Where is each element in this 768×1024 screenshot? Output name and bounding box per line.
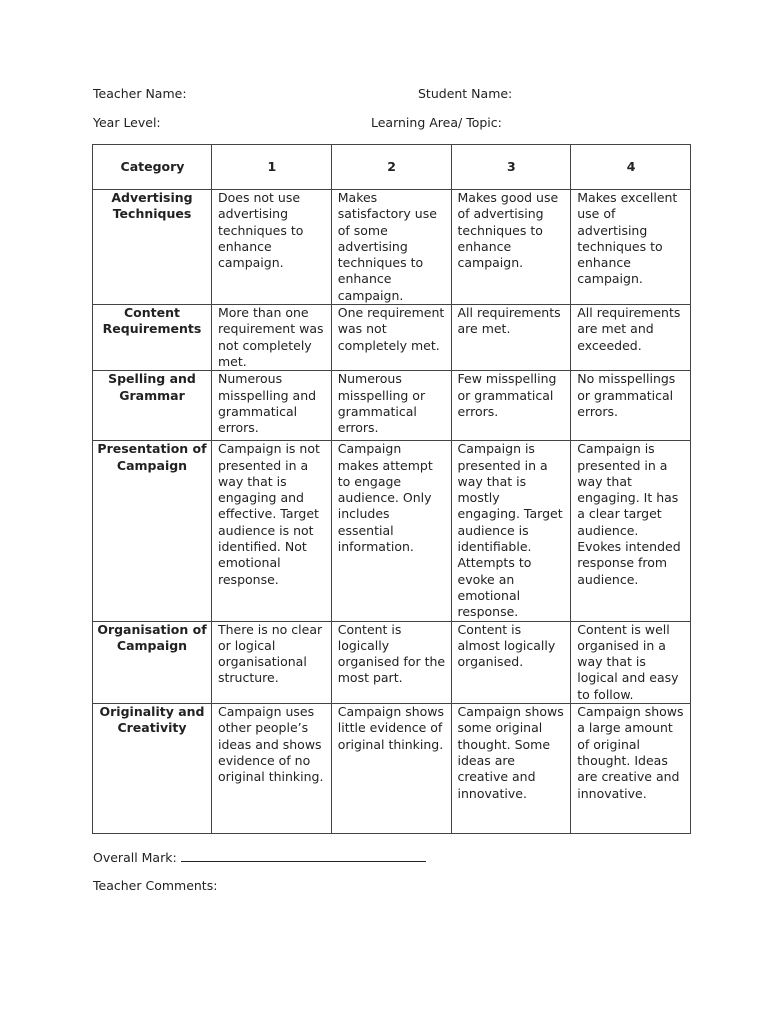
criterion-cell: Campaign is presented in a way that engaging. It has a clear target audience. Evokes intended response from audience.: [571, 441, 691, 621]
rubric-row-spelling-grammar: [93, 371, 691, 441]
criterion-cell: All requirements are met.: [451, 305, 571, 371]
column-header-score-2: 2: [331, 145, 451, 190]
category-cell: Originality and Creativity: [93, 704, 212, 834]
category-cell: Spelling and Grammar: [93, 371, 212, 441]
criterion-cell: Campaign is presented in a way that is mostly engaging. Target audience is identifiable. Attempts to evoke an emotional response.: [451, 441, 571, 621]
criterion-cell: No misspellings or grammatical errors.: [571, 371, 691, 441]
column-header-category: Category: [93, 145, 212, 190]
rubric-header-row: [93, 145, 691, 190]
column-header-score-3: 3: [451, 145, 571, 190]
rubric-row-originality: [93, 704, 691, 834]
student-name-label: Student Name:: [418, 86, 513, 101]
overall-mark-line[interactable]: [181, 849, 426, 862]
overall-mark-row: [93, 849, 426, 866]
criterion-cell: Content is almost logically organised.: [451, 621, 571, 703]
column-header-score-4: 4: [571, 145, 691, 190]
criterion-cell: Campaign shows some original thought. Some ideas are creative and innovative.: [451, 704, 571, 834]
teacher-comments-label: Teacher Comments:: [93, 878, 218, 893]
criterion-cell: One requirement was not completely met.: [331, 305, 451, 371]
criterion-cell: All requirements are met and exceeded.: [571, 305, 691, 371]
criterion-cell: There is no clear or logical organisational structure.: [212, 621, 332, 703]
learning-area-label: Learning Area/ Topic:: [371, 115, 502, 130]
rubric-row-advertising-techniques: [93, 190, 691, 305]
criterion-cell: Content is logically organised for the most part.: [331, 621, 451, 703]
criterion-cell: Campaign shows little evidence of original thinking.: [331, 704, 451, 834]
rubric-row-organisation: [93, 621, 691, 703]
year-level-label: Year Level:: [93, 115, 161, 130]
overall-mark-label: Overall Mark:: [93, 850, 177, 865]
criterion-cell: Makes satisfactory use of some advertising techniques to enhance campaign.: [331, 190, 451, 305]
criterion-cell: Campaign is not presented in a way that is engaging and effective. Target audience is not identified. Not emotional response.: [212, 441, 332, 621]
rubric-table: [92, 144, 691, 834]
criterion-cell: Numerous misspelling or grammatical errors.: [331, 371, 451, 441]
category-cell: Advertising Techniques: [93, 190, 212, 305]
criterion-cell: Campaign shows a large amount of original thought. Ideas are creative and innovative.: [571, 704, 691, 834]
criterion-cell: Does not use advertising techniques to enhance campaign.: [212, 190, 332, 305]
category-cell: Organisation of Campaign: [93, 621, 212, 703]
rubric-row-presentation: [93, 441, 691, 621]
rubric-row-content-requirements: [93, 305, 691, 371]
criterion-cell: Numerous misspelling and grammatical errors.: [212, 371, 332, 441]
category-cell: Presentation of Campaign: [93, 441, 212, 621]
criterion-cell: More than one requirement was not completely met.: [212, 305, 332, 371]
column-header-score-1: 1: [212, 145, 332, 190]
teacher-name-label: Teacher Name:: [93, 86, 187, 101]
criterion-cell: Makes good use of advertising techniques to enhance campaign.: [451, 190, 571, 305]
criterion-cell: Content is well organised in a way that is logical and easy to follow.: [571, 621, 691, 703]
criterion-cell: Campaign uses other people’s ideas and shows evidence of no original thinking.: [212, 704, 332, 834]
criterion-cell: Makes excellent use of advertising techniques to enhance campaign.: [571, 190, 691, 305]
category-cell: Content Requirements: [93, 305, 212, 371]
criterion-cell: Few misspelling or grammatical errors.: [451, 371, 571, 441]
criterion-cell: Campaign makes attempt to engage audience. Only includes essential information.: [331, 441, 451, 621]
